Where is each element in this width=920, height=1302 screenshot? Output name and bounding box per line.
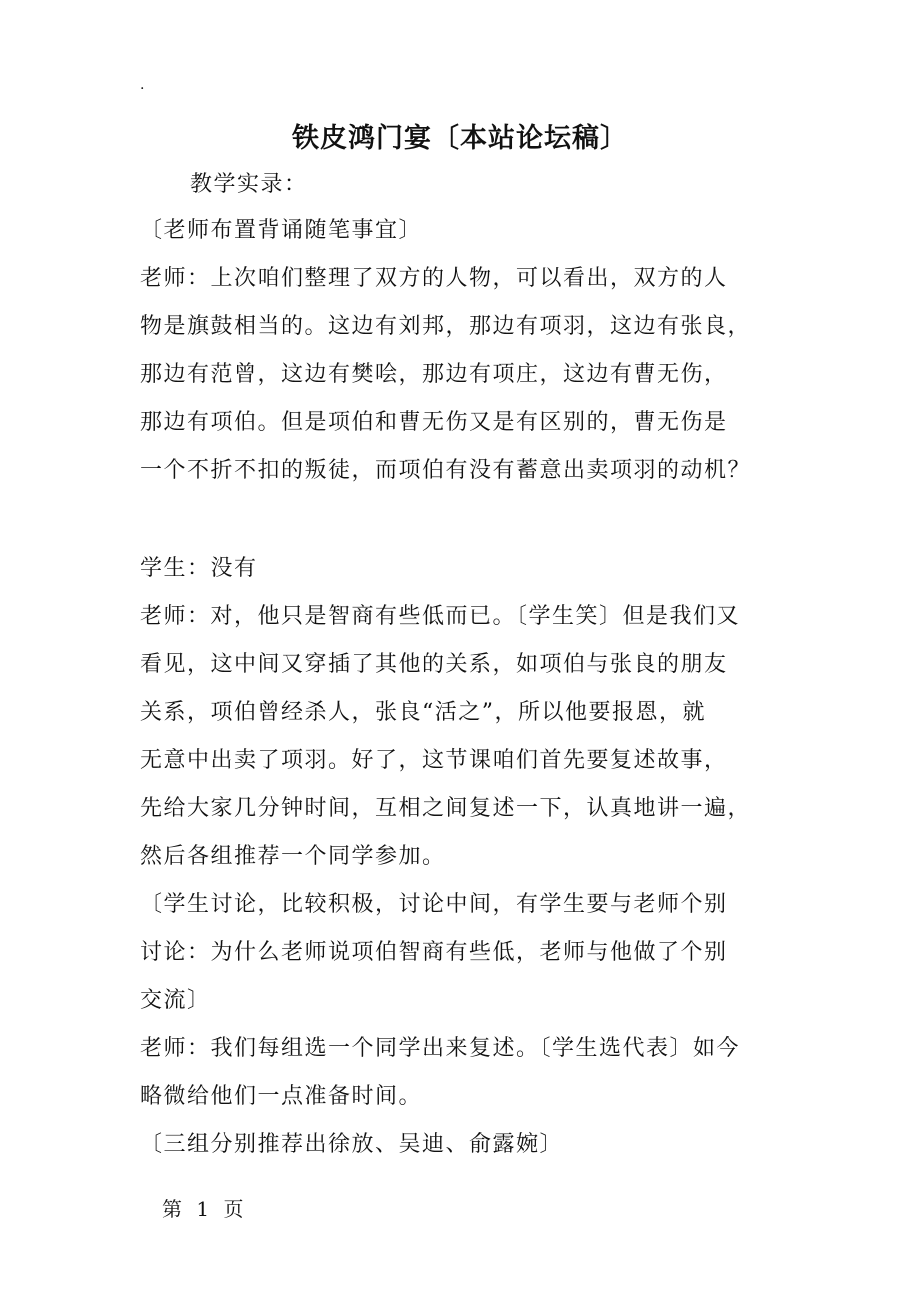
paragraph-line: 略微给他们一点准备时间。 xyxy=(140,1084,423,1109)
paragraph-line: 老师：对，他只是智商有些低而已。〔学生笑〕但是我们又 xyxy=(140,604,741,629)
footer-prefix: 第 xyxy=(162,1197,182,1221)
header-dot: . xyxy=(140,77,145,93)
paragraph-line: 先给大家几分钟时间，互相之间复述一下，认真地讲一遍， xyxy=(140,796,752,821)
paragraph-line: 老师：上次咱们整理了双方的人物，可以看出，双方的人 xyxy=(140,266,728,291)
section-heading: 教学实录： xyxy=(190,172,308,197)
stage-direction: 讨论：为什么老师说项伯智商有些低，老师与他做了个别 xyxy=(140,940,728,965)
paragraph-line: 学生：没有 xyxy=(140,556,258,581)
stage-direction: 〔学生讨论，比较积极，讨论中间，有学生要与老师个别 xyxy=(140,892,728,917)
stage-direction: 交流〕 xyxy=(140,988,211,1013)
paragraph-line: 一个不折不扣的叛徒，而项伯有没有蓄意出卖项羽的动机？ xyxy=(140,458,752,483)
stage-direction: 〔三组分别推荐出徐放、吴迪、俞露婉〕 xyxy=(140,1132,564,1157)
paragraph-line: 然后各组推荐一个同学参加。 xyxy=(140,844,446,869)
paragraph-line: 无意中出卖了项羽。好了，这节课咱们首先要复述故事， xyxy=(140,748,728,773)
page-number: 1 xyxy=(196,1197,210,1221)
footer-suffix: 页 xyxy=(223,1197,244,1221)
paragraph-line: 关系，项伯曾经杀人，张良“活之”，所以他要报恩，就 xyxy=(140,700,706,725)
paragraph-line: 老师：我们每组选一个同学出来复述。〔学生选代表〕如今 xyxy=(140,1036,741,1061)
stage-direction: 〔老师布置背诵随笔事宜〕 xyxy=(140,218,423,243)
paragraph-line: 那边有项伯。但是项伯和曹无伤又是有区别的，曹无伤是 xyxy=(140,410,728,435)
paragraph-line: 物是旗鼓相当的。这边有刘邦，那边有项羽，这边有张良， xyxy=(140,314,752,339)
document-title: 铁皮鸿门宴〔本站论坛稿〕 xyxy=(292,123,628,154)
page-footer xyxy=(162,1196,251,1222)
paragraph-line: 那边有范曾，这边有樊哙，那边有项庄，这边有曹无伤， xyxy=(140,362,728,387)
paragraph-line: 看见，这中间又穿插了其他的关系，如项伯与张良的朋友 xyxy=(140,652,728,677)
